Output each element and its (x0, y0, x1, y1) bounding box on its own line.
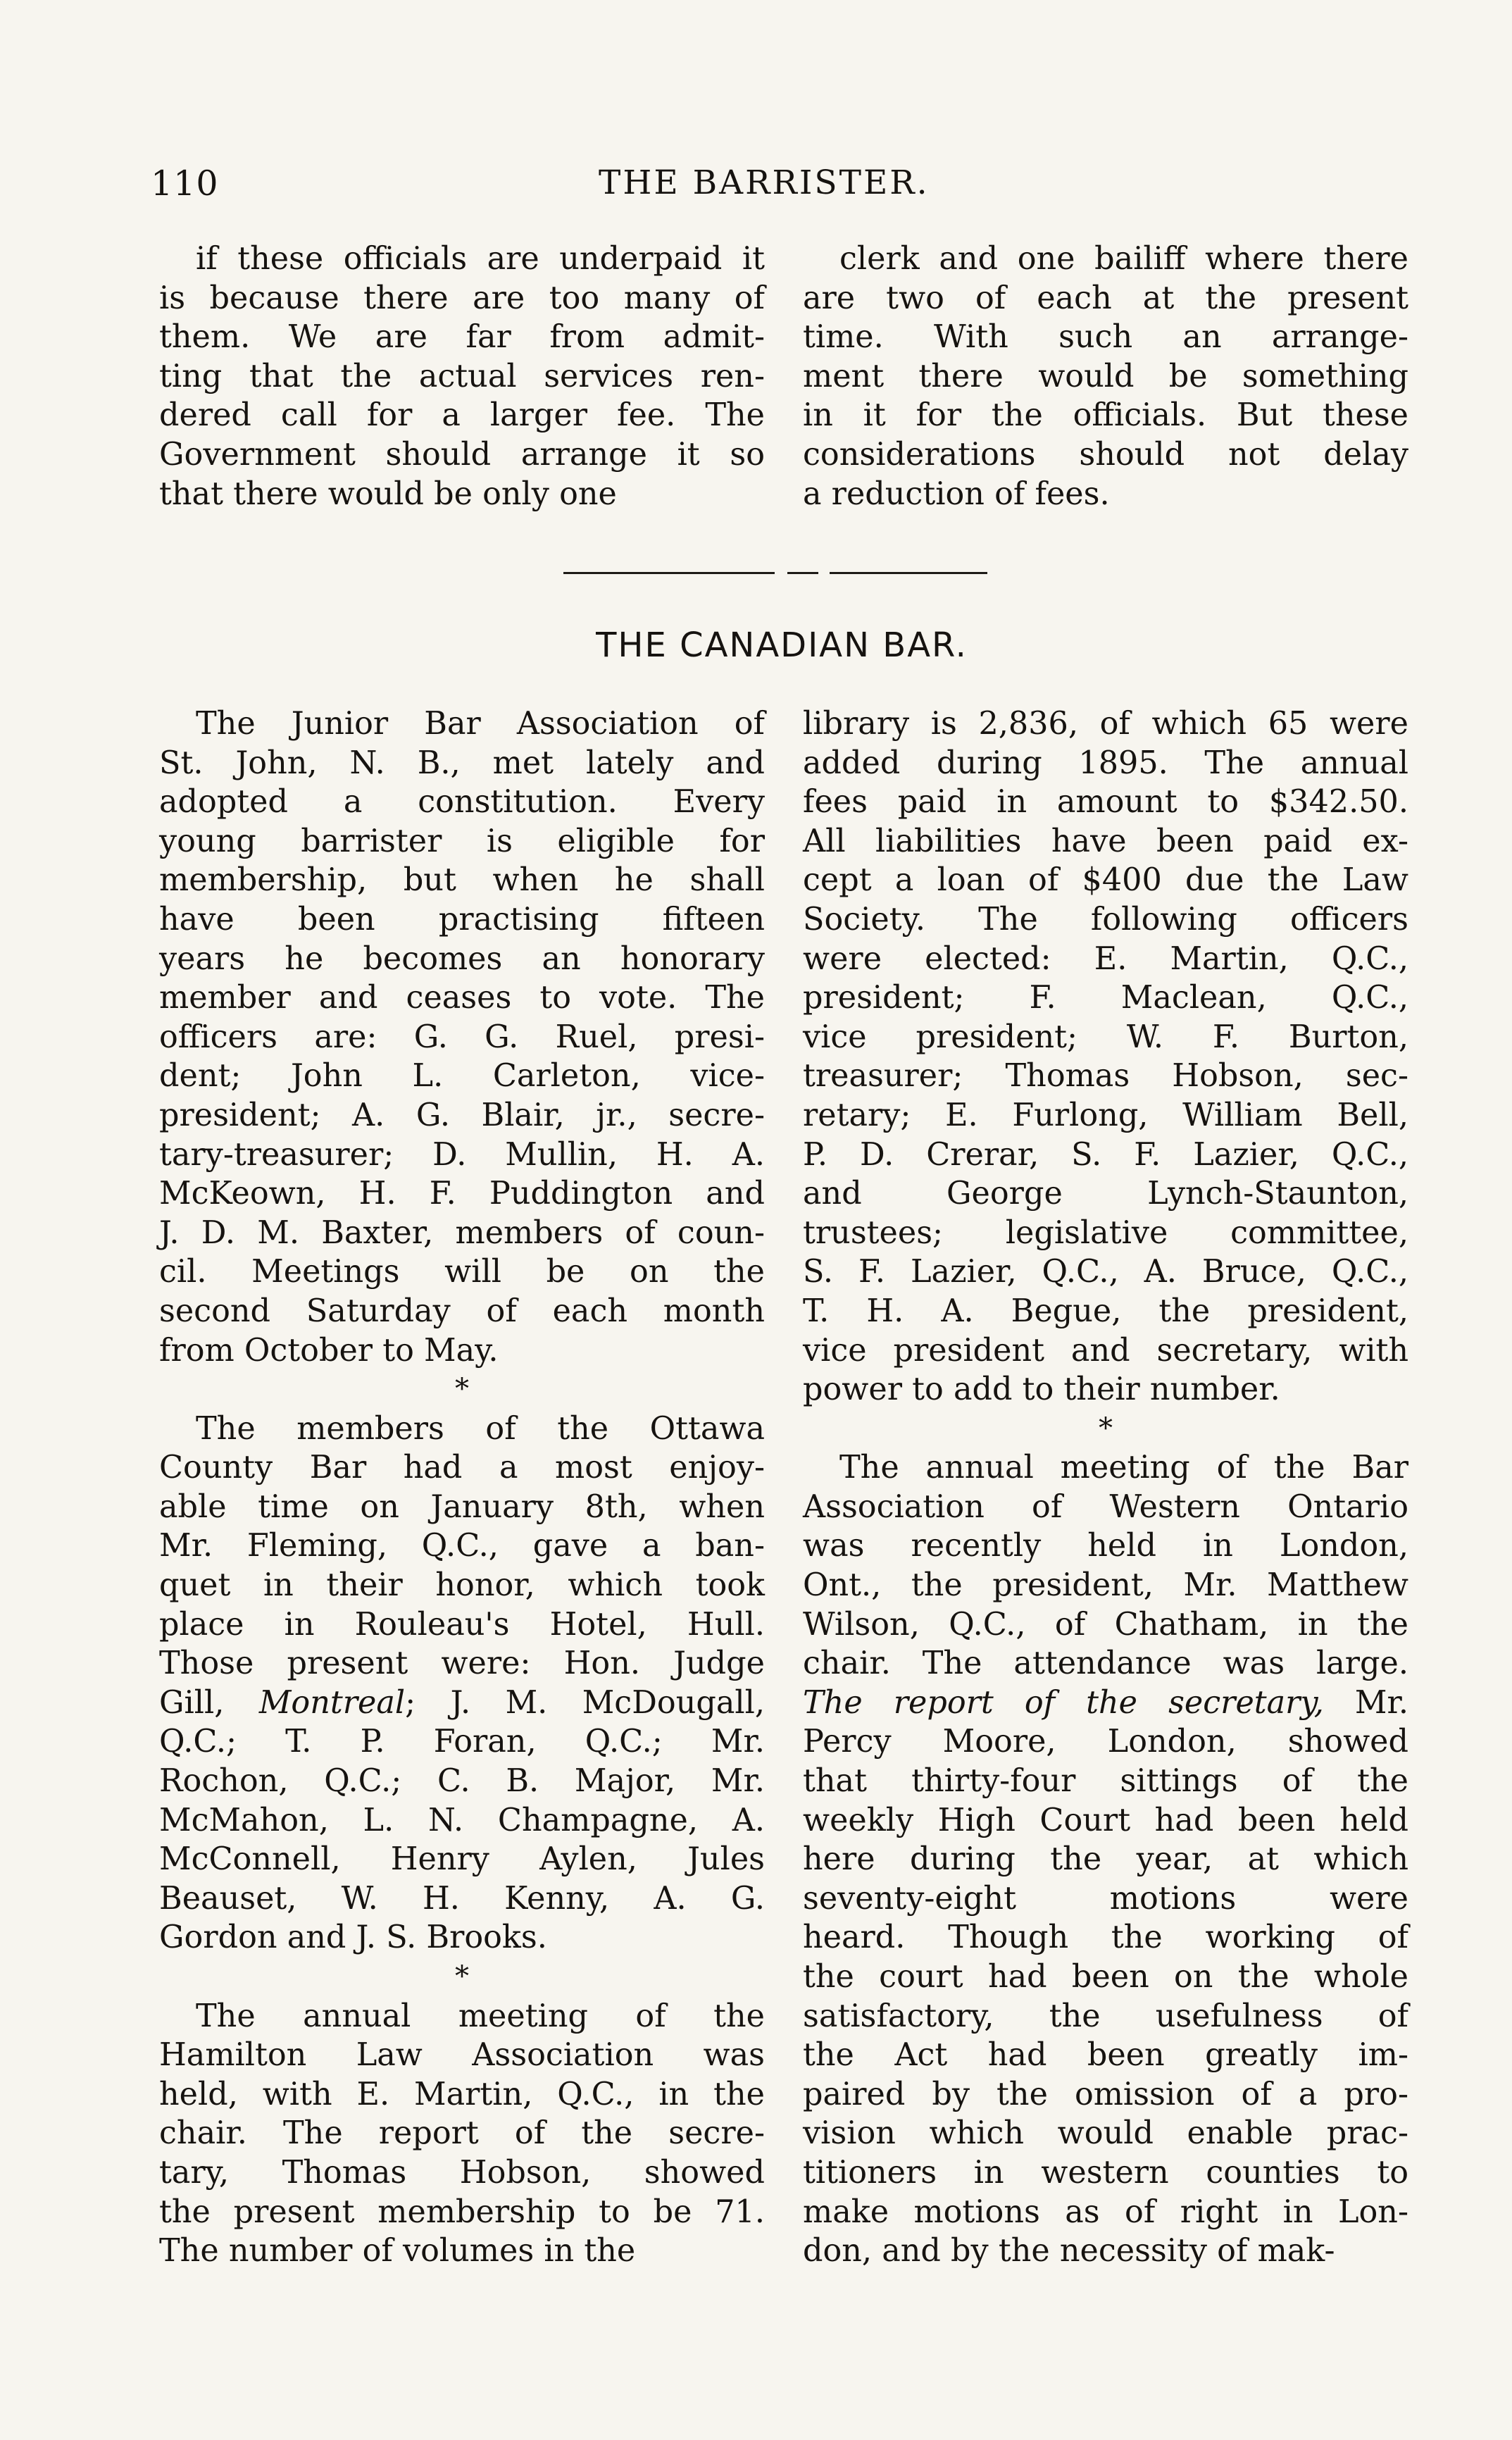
text-line: considerations should not delay (803, 436, 1408, 473)
text-line: president; F. Maclean, Q.C., (803, 980, 1408, 1016)
text-line: satisfactory, the usefulness of (803, 1998, 1408, 2034)
right-column (803, 704, 1408, 2271)
section-divider-rule (830, 572, 987, 574)
text-line: Percy Moore, London, showed (803, 1724, 1408, 1760)
text-line: ment there would be something (803, 358, 1408, 394)
text-line: officers are: G. G. Ruel, presi- (159, 1019, 765, 1055)
text-line: titioners in western counties to (803, 2154, 1408, 2191)
text-line: Q.C.; T. P. Foran, Q.C.; Mr. (159, 1724, 765, 1760)
text-line: All liabilities have been paid ex- (803, 823, 1408, 859)
paragraph-junior-bar (159, 704, 765, 1370)
text-line: are two of each at the present (803, 280, 1408, 316)
text-line: The annual meeting of the (196, 1998, 765, 2034)
text-line: in it for the officials. But these (803, 397, 1408, 434)
text-line: The Junior Bar Association of (196, 706, 765, 742)
paragraph-separator: * (455, 1373, 469, 1406)
text-line: McConnell, Henry Aylen, Jules (159, 1841, 765, 1878)
text-line: able time on January 8th, when (159, 1488, 765, 1525)
text-line: vice president; W. F. Burton, (803, 1019, 1408, 1055)
text-line: president; A. G. Blair, jr., secre- (159, 1097, 765, 1133)
text-line: chair. The report of the secre- (159, 2115, 765, 2152)
page-header (141, 163, 1380, 220)
text-line: St. John, N. B., met lately and (159, 745, 765, 781)
page-number: 110 (151, 163, 219, 204)
text-line: Gordon and J. S. Brooks. (159, 1919, 547, 1956)
paragraph-ottawa-bar (159, 1409, 765, 1957)
text-line: The members of the Ottawa (196, 1410, 765, 1447)
text-line: that there would be only one (159, 475, 617, 512)
text-line: is because there are too many of (159, 280, 765, 316)
top-right-column (803, 239, 1408, 513)
text-line: chair. The attendance was large. (803, 1645, 1408, 1682)
text-line: held, with E. Martin, Q.C., in the (159, 2076, 765, 2112)
section-title: THE CANADIAN BAR. (596, 625, 968, 665)
text-line: power to add to their number. (803, 1371, 1280, 1408)
text-line: here during the year, at which (803, 1841, 1408, 1878)
text-line: and George Lynch-Staunton, (803, 1176, 1408, 1212)
text-line: dered call for a larger fee. The (159, 397, 765, 434)
text-line: clerk and one bailiff where there (839, 241, 1408, 277)
text-line: paired by the omission of a pro- (803, 2076, 1408, 2112)
text-line: that thirty-four sittings of the (803, 1763, 1408, 1800)
text-line: make motions as of right in Lon- (803, 2193, 1408, 2230)
text-line: fees paid in amount to $342.50. (803, 784, 1408, 821)
text-line: vice president and secretary, with (803, 1332, 1408, 1369)
text-line: heard. Though the working of (803, 1919, 1408, 1956)
paragraph-hamilton-continued (803, 704, 1408, 1409)
paragraph-western-ontario (803, 1448, 1408, 2270)
text-line: years he becomes an honorary (159, 940, 765, 977)
text-line: The number of volumes in the (159, 2233, 636, 2270)
text-line: was recently held in London, (803, 1528, 1408, 1564)
text-line: Ont., the president, Mr. Matthew (803, 1567, 1408, 1604)
text-line: were elected: E. Martin, Q.C., (803, 940, 1408, 977)
text-line: Hamilton Law Association was (159, 2037, 765, 2074)
text-line: Society. The following officers (803, 901, 1408, 938)
text-line: The report of the secretary, Mr. (803, 1684, 1408, 1721)
text-line: P. D. Crerar, S. F. Lazier, Q.C., (803, 1136, 1408, 1173)
text-line: vision which would enable prac- (803, 2115, 1408, 2152)
text-line: dent; John L. Carleton, vice- (159, 1058, 765, 1095)
text-line: the court had been on the whole (803, 1959, 1408, 1995)
text-line: don, and by the necessity of mak- (803, 2233, 1335, 2270)
text-line: S. F. Lazier, Q.C., A. Bruce, Q.C., (803, 1254, 1408, 1290)
text-line: second Saturday of each month (159, 1293, 765, 1329)
top-left-column (159, 239, 765, 513)
text-line: cil. Meetings will be on the (159, 1254, 765, 1290)
text-line: weekly High Court had been held (803, 1802, 1408, 1838)
text-line: J. D. M. Baxter, members of coun- (159, 1214, 765, 1251)
text-line: the present membership to be 71. (159, 2193, 765, 2230)
text-line: the Act had been greatly im- (803, 2037, 1408, 2074)
text-line: adopted a constitution. Every (159, 784, 765, 821)
paragraph-separator: * (1099, 1412, 1113, 1445)
text-line: Gill, Montreal; J. M. McDougall, (159, 1684, 765, 1721)
text-line: cept a loan of $400 due the Law (803, 862, 1408, 899)
text-line: them. We are far from admit- (159, 319, 765, 356)
text-line: quet in their honor, which took (159, 1567, 765, 1604)
text-line: County Bar had a most enjoy- (159, 1450, 765, 1486)
text-line: have been practising fifteen (159, 901, 765, 938)
text-line: T. H. A. Begue, the president, (803, 1293, 1408, 1329)
text-line: Rochon, Q.C.; C. B. Major, Mr. (159, 1763, 765, 1800)
text-line: ting that the actual services ren- (159, 358, 765, 394)
text-line: a reduction of fees. (803, 475, 1110, 512)
text-line: treasurer; Thomas Hobson, sec- (803, 1058, 1408, 1095)
text-line: seventy-eight motions were (803, 1880, 1408, 1917)
text-line: member and ceases to vote. The (159, 980, 765, 1016)
paragraph-hamilton-association (159, 1997, 765, 2271)
text-line: Mr. Fleming, Q.C., gave a ban- (159, 1528, 765, 1564)
text-line: tary-treasurer; D. Mullin, H. A. (159, 1136, 765, 1173)
section-divider-rule (787, 572, 818, 574)
text-line: if these officials are underpaid it (196, 241, 765, 277)
text-line: Those present were: Hon. Judge (159, 1645, 765, 1682)
text-line: place in Rouleau's Hotel, Hull. (159, 1606, 765, 1643)
text-line: Association of Western Ontario (803, 1488, 1408, 1525)
left-column (159, 704, 765, 2271)
text-line: Beauset, W. H. Kenny, A. G. (159, 1880, 765, 1917)
text-line: young barrister is eligible for (159, 823, 765, 859)
text-line: The annual meeting of the Bar (839, 1450, 1408, 1486)
text-line: from October to May. (159, 1332, 499, 1369)
text-line: McKeown, H. F. Puddington and (159, 1176, 765, 1212)
running-title: THE BARRISTER. (599, 163, 930, 202)
text-line: tary, Thomas Hobson, showed (159, 2154, 765, 2191)
text-line: time. With such an arrange- (803, 319, 1408, 356)
text-line: trustees; legislative committee, (803, 1214, 1408, 1251)
text-line: McMahon, L. N. Champagne, A. (159, 1802, 765, 1838)
section-divider-rule (563, 572, 775, 574)
text-line: retary; E. Furlong, William Bell, (803, 1097, 1408, 1133)
text-line: Government should arrange it so (159, 436, 765, 473)
text-line: membership, but when he shall (159, 862, 765, 899)
text-line: added during 1895. The annual (803, 745, 1408, 781)
text-line: Wilson, Q.C., of Chatham, in the (803, 1606, 1408, 1643)
text-line: library is 2,836, of which 65 were (803, 706, 1408, 742)
paragraph-separator: * (455, 1960, 469, 1993)
